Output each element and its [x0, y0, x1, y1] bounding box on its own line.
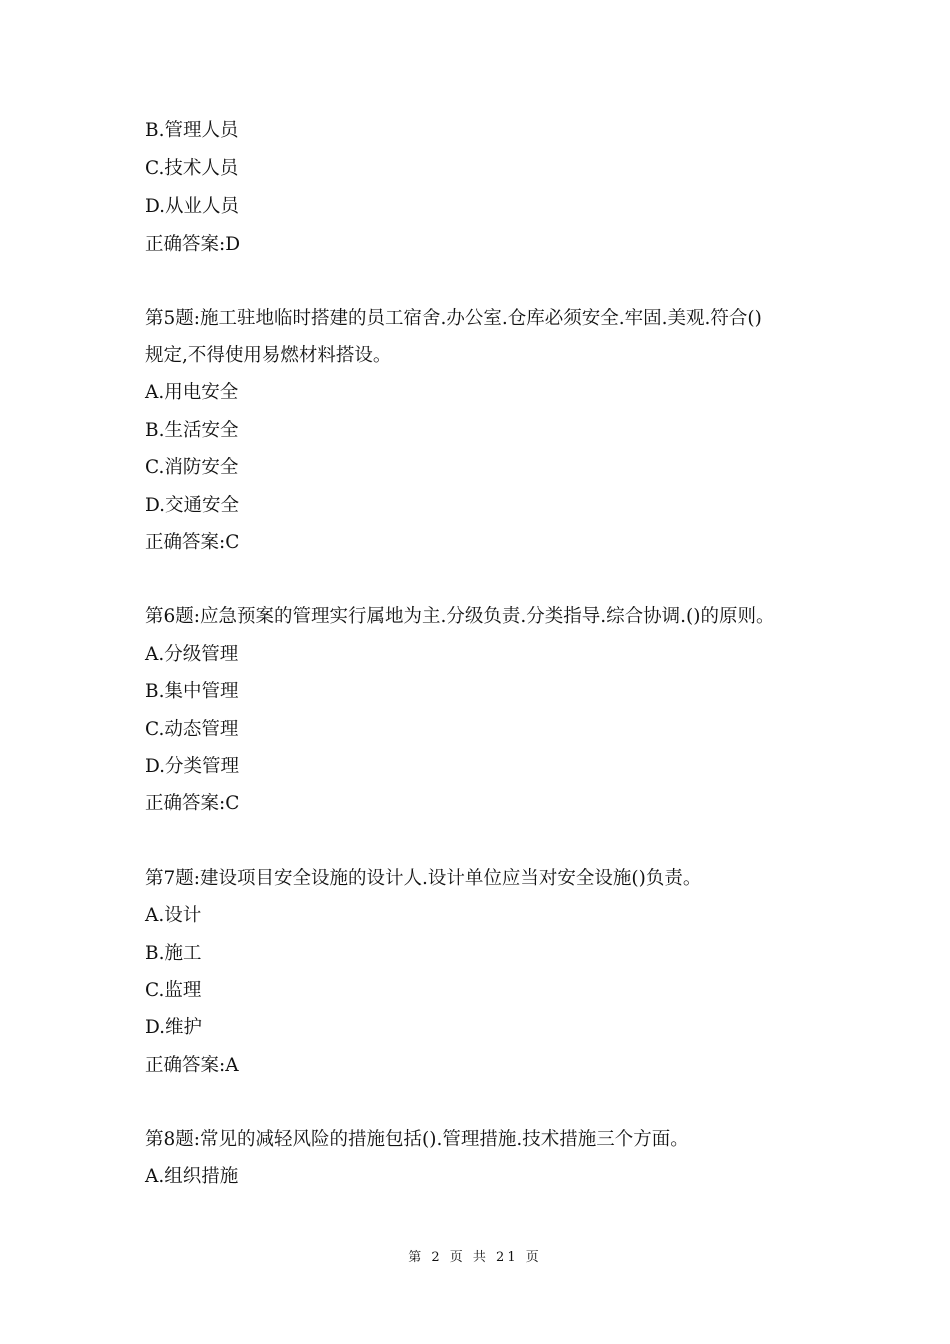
q4-answer: 正确答案:D: [145, 234, 241, 255]
q7-option-d: D.维护: [145, 1017, 203, 1038]
q6-option-c: C.动态管理: [145, 719, 239, 740]
q6-answer: 正确答案:C: [145, 793, 240, 814]
q6-stem: 第6题:应急预案的管理实行属地为主.分级负责.分类指导.综合协调.()的原则。: [145, 606, 775, 627]
q7-option-a: A.设计: [145, 905, 202, 926]
q8-option-a: A.组织措施: [145, 1166, 239, 1187]
q6-option-d: D.分类管理: [145, 756, 240, 777]
q4-option-c: C.技术人员: [145, 158, 239, 179]
q4-option-b: B.管理人员: [145, 120, 239, 141]
q4-option-d: D.从业人员: [145, 196, 240, 217]
q5-answer: 正确答案:C: [145, 532, 240, 553]
q7-stem: 第7题:建设项目安全设施的设计人.设计单位应当对安全设施()负责。: [145, 868, 702, 889]
q5-option-c: C.消防安全: [145, 457, 239, 478]
q5-option-a: A.用电安全: [145, 382, 239, 403]
q7-option-c: C.监理: [145, 980, 202, 1001]
q7-answer: 正确答案:A: [145, 1055, 239, 1076]
q6-option-b: B.集中管理: [145, 681, 239, 702]
q5-option-d: D.交通安全: [145, 495, 240, 516]
q5-option-b: B.生活安全: [145, 420, 239, 441]
q6-option-a: A.分级管理: [145, 644, 239, 665]
q7-option-b: B.施工: [145, 943, 202, 964]
q8-stem: 第8题:常见的减轻风险的措施包括().管理措施.技术措施三个方面。: [145, 1129, 689, 1150]
q5-stem-line-2: 规定,不得使用易燃材料搭设。: [145, 345, 392, 366]
page-footer-number: 第 2 页 共 21 页: [408, 1250, 542, 1265]
q5-stem-line-1: 第5题:施工驻地临时搭建的员工宿舍.办公室.仓库必须安全.牢固.美观.符合(): [145, 308, 762, 329]
